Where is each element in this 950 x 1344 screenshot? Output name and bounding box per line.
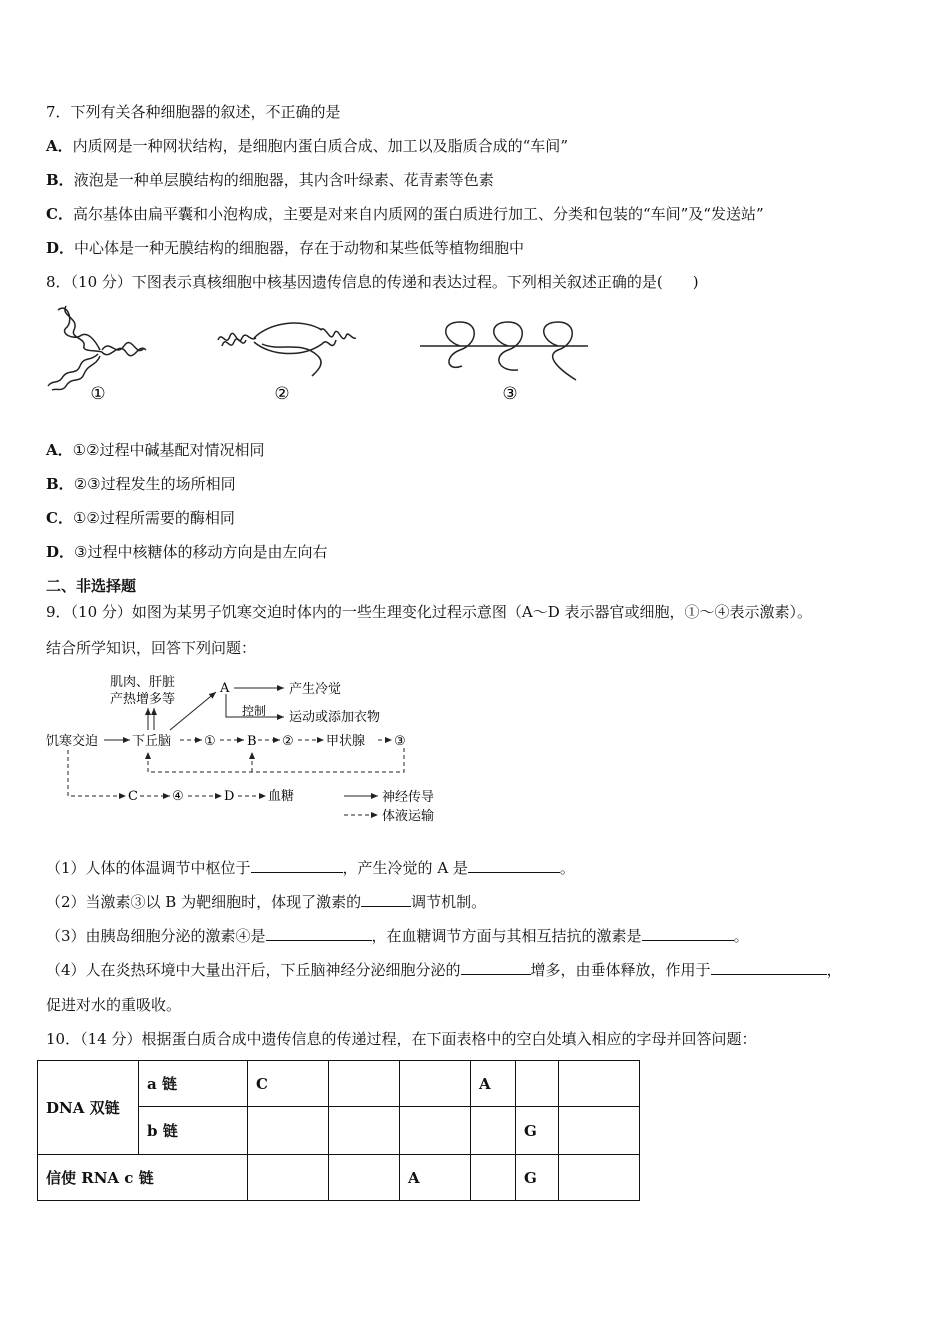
- answer-blank[interactable]: [266, 925, 372, 941]
- hormone-1: ①: [204, 734, 216, 749]
- heat-increase-label: 产热增多等: [110, 692, 176, 707]
- table-cell[interactable]: [329, 1155, 400, 1201]
- node-b: B: [247, 734, 257, 749]
- base-pair-table: [37, 1060, 640, 1201]
- dna-label-cell: DNA 双链: [38, 1061, 139, 1155]
- thyroid-label: 甲状腺: [326, 734, 366, 749]
- table-cell[interactable]: [400, 1061, 471, 1107]
- node-d: D: [224, 789, 235, 804]
- table-cell[interactable]: [471, 1155, 516, 1201]
- translation-figure: [420, 322, 588, 380]
- blood-sugar-label: 血糖: [268, 789, 295, 804]
- q7-option-a: A．内质网是一种网状结构，是细胞内蛋白质合成、加工以及脂质合成的“车间”: [46, 137, 568, 155]
- q8-option-d: D．③过程中核糖体的移动方向是由左向右: [46, 543, 328, 561]
- table-cell[interactable]: [559, 1155, 640, 1201]
- table-row: [38, 1061, 640, 1107]
- q9-diagram: [44, 670, 454, 830]
- a-chain-label: a 链: [139, 1061, 248, 1107]
- table-cell[interactable]: C: [248, 1061, 329, 1107]
- start-label: 饥寒交迫: [46, 734, 99, 749]
- q7-option-d: D．中心体是一种无膜结构的细胞器，存在于动物和某些低等植物细胞中: [46, 239, 525, 257]
- cold-sense-label: 产生冷觉: [289, 682, 342, 697]
- q7-option-b: B．液泡是一种单层膜结构的细胞器，其内含叶绿素、花青素等色素: [46, 171, 494, 189]
- hormone-2: ②: [282, 734, 294, 749]
- action-label: 运动或添加衣物: [289, 710, 381, 725]
- table-cell[interactable]: [248, 1155, 329, 1201]
- figure-label-2: ②: [274, 384, 290, 404]
- table-cell[interactable]: G: [516, 1107, 559, 1155]
- table-cell[interactable]: G: [516, 1155, 559, 1201]
- legend-fluid-label: 体液运输: [382, 809, 435, 824]
- table-row: [38, 1155, 640, 1201]
- q9-sub4: （4）人在炎热环境中大量出汗后，下丘脑神经分泌细胞分泌的 增多，由垂体释放，作用于 ，: [46, 961, 842, 979]
- table-cell[interactable]: [329, 1061, 400, 1107]
- answer-blank[interactable]: [361, 891, 411, 907]
- q9-stem-2: 结合所学知识，回答下列问题：: [46, 639, 257, 657]
- hormone-3: ③: [394, 734, 406, 749]
- node-a: A: [220, 681, 230, 696]
- table-cell[interactable]: [559, 1107, 640, 1155]
- answer-blank[interactable]: [642, 925, 734, 941]
- hypothalamus-label: 下丘脑: [132, 734, 172, 749]
- table-cell[interactable]: [248, 1107, 329, 1155]
- table-cell[interactable]: A: [400, 1155, 471, 1201]
- dashed-arrows: [68, 740, 404, 815]
- hormone-4: ④: [172, 789, 184, 804]
- q8-option-c: C．①②过程所需要的酶相同: [46, 509, 235, 527]
- answer-blank[interactable]: [461, 959, 531, 975]
- q8-option-a: A．①②过程中碱基配对情况相同: [46, 441, 265, 459]
- table-cell[interactable]: [516, 1061, 559, 1107]
- mrna-label-cell: 信使 RNA c 链: [38, 1155, 248, 1201]
- figure-label-1: ①: [90, 384, 106, 404]
- transcription-figure: [218, 323, 356, 376]
- table-cell[interactable]: [471, 1107, 516, 1155]
- control-label: 控制: [242, 704, 267, 718]
- q9-sub4-cont: 促进对水的重吸收。: [46, 996, 182, 1014]
- table-cell[interactable]: [329, 1107, 400, 1155]
- q9-sub2: （2）当激素③以 B 为靶细胞时，体现了激素的 调节机制。: [46, 893, 487, 911]
- q10-stem: 10．（14 分）根据蛋白质合成中遗传信息的传递过程，在下面表格中的空白处填入相应的字母并回答问题：: [46, 1030, 757, 1048]
- legend-nerve-label: 神经传导: [382, 790, 435, 805]
- q8-option-b: B．②③过程发生的场所相同: [46, 475, 236, 493]
- b-chain-label: b 链: [139, 1107, 248, 1155]
- q7-stem: 7．下列有关各种细胞器的叙述，不正确的是: [46, 103, 341, 121]
- table-cell[interactable]: A: [471, 1061, 516, 1107]
- answer-blank[interactable]: [468, 857, 560, 873]
- figure-label-3: ③: [502, 384, 518, 404]
- replication-figure: [48, 306, 146, 390]
- table-cell[interactable]: [400, 1107, 471, 1155]
- q9-sub1: （1）人体的体温调节中枢位于 ，产生冷觉的 A 是 。: [46, 859, 575, 877]
- table-cell[interactable]: [559, 1061, 640, 1107]
- answer-blank[interactable]: [251, 857, 343, 873]
- q8-figure: [40, 300, 600, 410]
- answer-blank[interactable]: [711, 959, 827, 975]
- q8-stem: 8．（10 分）下图表示真核细胞中核基因遗传信息的传递和表达过程。下列相关叙述正确的是( ): [46, 273, 699, 291]
- q7-option-c: C．高尔基体由扁平囊和小泡构成，主要是对来自内质网的蛋白质进行加工、分类和包装的“车间”及“发送站”: [46, 205, 764, 223]
- muscle-liver-label: 肌肉、肝脏: [110, 675, 176, 690]
- section-heading: 二、非选择题: [46, 577, 137, 595]
- q9-stem: 9．（10 分）如图为某男子饥寒交迫时体内的一些生理变化过程示意图（A～D 表示器官或细胞，①～④表示激素）。: [46, 603, 813, 621]
- q9-sub3: （3）由胰岛细胞分泌的激素④是 ，在血糖调节方面与其相互拮抗的激素是 。: [46, 927, 749, 945]
- node-c: C: [128, 789, 138, 804]
